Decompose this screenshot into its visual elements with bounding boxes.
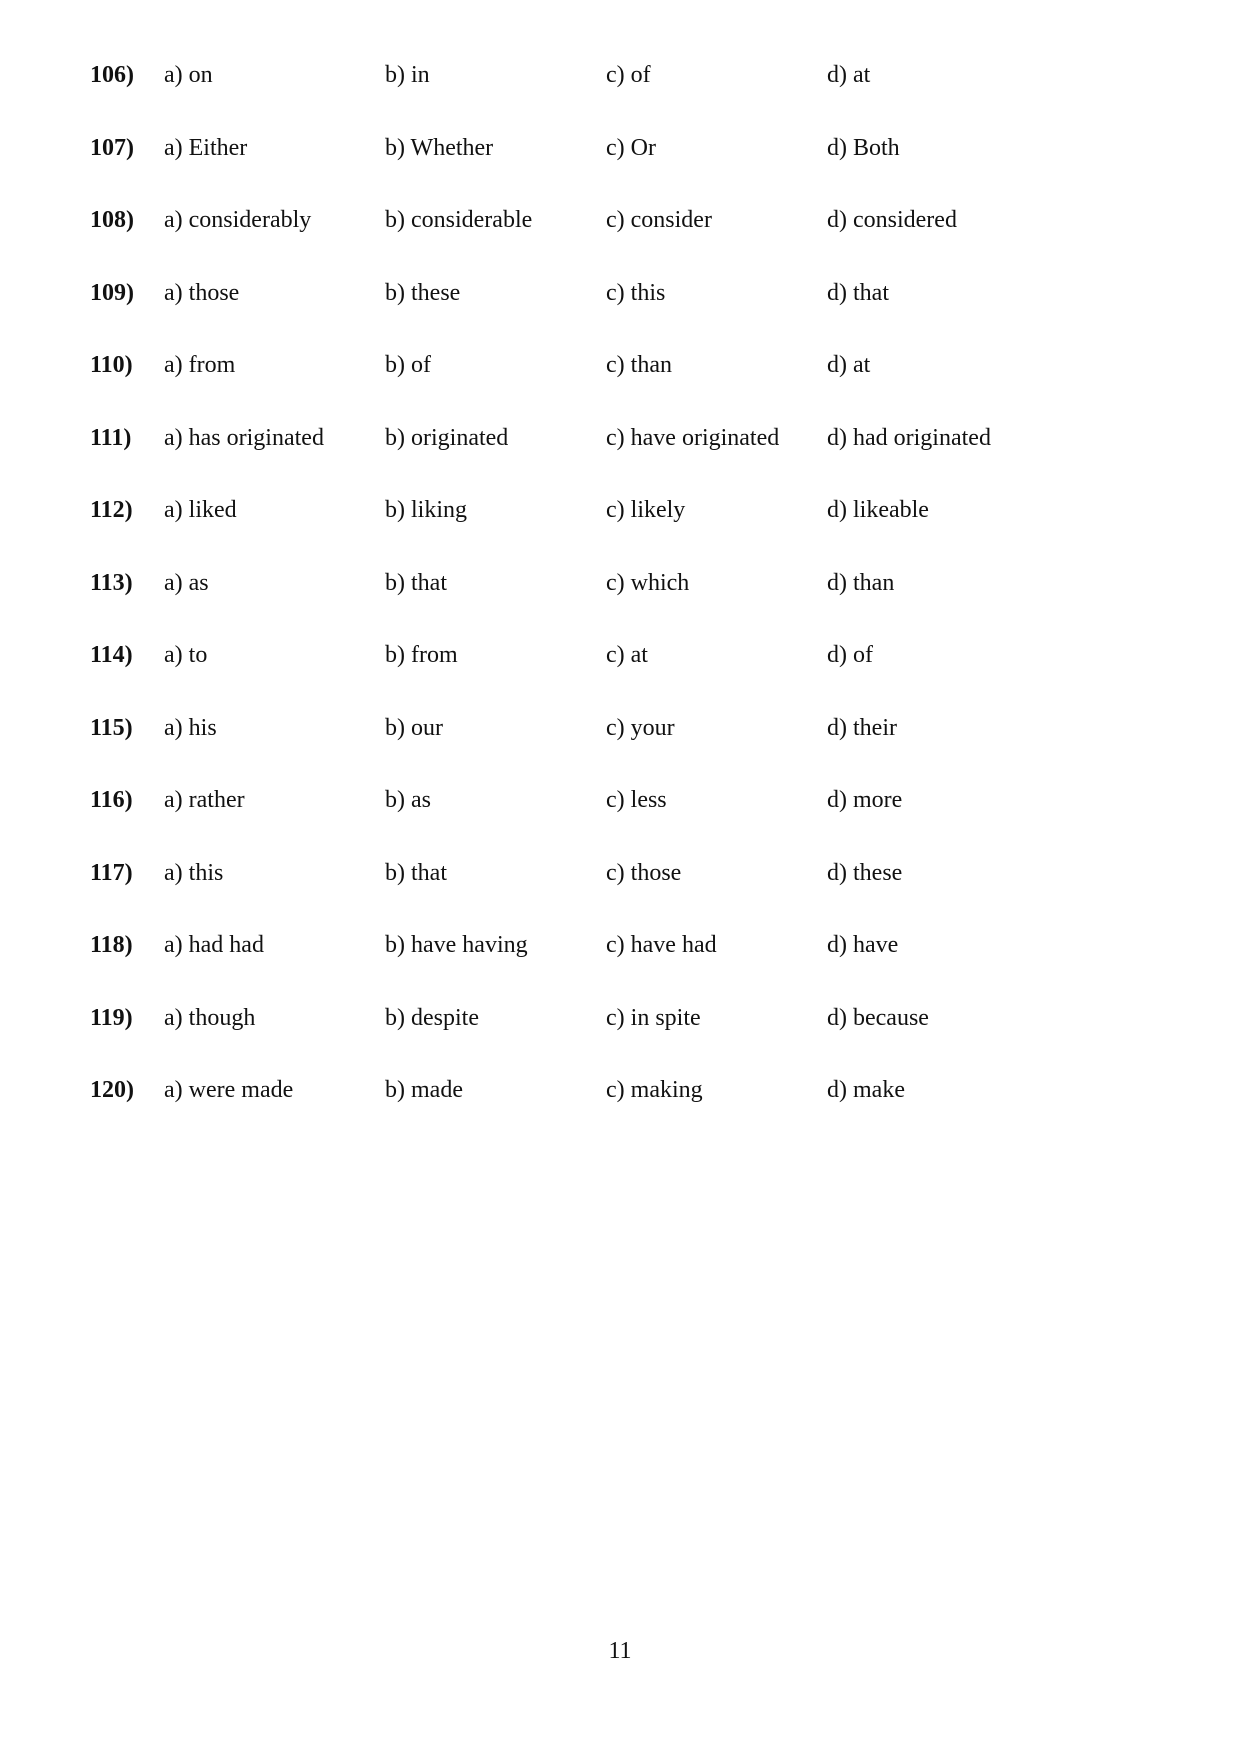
question-row <box>90 999 1150 1072</box>
question-row <box>90 564 1150 637</box>
option-a: a) this <box>164 859 224 886</box>
question-row <box>90 419 1150 492</box>
option-c: c) at <box>606 642 648 668</box>
option-b: b) that <box>385 859 447 886</box>
question-number: 111) <box>90 424 132 451</box>
option-b: b) of <box>385 352 431 378</box>
option-c: c) your <box>606 714 675 741</box>
option-a: a) to <box>164 642 208 668</box>
option-c: c) this <box>606 279 666 306</box>
option-b: b) considerable <box>385 207 533 233</box>
question-number: 110) <box>90 352 133 378</box>
question-row <box>90 129 1150 202</box>
option-b: b) originated <box>385 424 509 451</box>
question-row <box>90 781 1150 854</box>
option-b: b) as <box>385 787 431 813</box>
option-a: a) has originated <box>164 424 324 451</box>
question-number: 120) <box>90 1077 134 1103</box>
option-d: d) of <box>827 642 873 668</box>
option-a: a) from <box>164 352 236 378</box>
option-d: d) make <box>827 1077 905 1103</box>
option-a: a) as <box>164 569 209 596</box>
question-number: 114) <box>90 642 133 668</box>
question-row <box>90 854 1150 927</box>
question-number: 112) <box>90 497 133 523</box>
question-row <box>90 346 1150 419</box>
option-b: b) our <box>385 714 443 741</box>
option-a: a) those <box>164 279 240 306</box>
option-d: d) have <box>827 932 899 958</box>
question-number: 115) <box>90 714 133 741</box>
option-a: a) though <box>164 1004 256 1031</box>
option-d: d) these <box>827 859 903 886</box>
question-row <box>90 636 1150 709</box>
option-c: c) those <box>606 859 682 886</box>
option-c: c) Or <box>606 134 656 161</box>
option-d: d) likeable <box>827 497 929 523</box>
option-d: d) more <box>827 787 903 813</box>
question-row <box>90 1071 1150 1144</box>
option-b: b) liking <box>385 497 467 523</box>
option-d: d) had originated <box>827 424 991 451</box>
question-number: 117) <box>90 859 133 886</box>
question-number: 108) <box>90 207 134 233</box>
option-b: b) Whether <box>385 134 494 161</box>
question-row <box>90 926 1150 999</box>
option-a: a) rather <box>164 787 245 813</box>
option-c: c) have originated <box>606 424 780 451</box>
question-list <box>90 56 1150 1144</box>
question-row <box>90 709 1150 782</box>
option-b: b) from <box>385 642 458 668</box>
question-number: 106) <box>90 62 134 88</box>
option-d: d) considered <box>827 207 957 233</box>
question-row <box>90 491 1150 564</box>
option-b: b) despite <box>385 1004 479 1031</box>
option-c: c) than <box>606 352 672 378</box>
option-c: c) which <box>606 569 690 596</box>
option-b: b) made <box>385 1077 463 1103</box>
option-a: a) had had <box>164 932 264 958</box>
option-a: a) on <box>164 62 213 88</box>
option-c: c) of <box>606 62 651 88</box>
question-row <box>90 201 1150 274</box>
option-b: b) in <box>385 62 430 88</box>
option-a: a) his <box>164 714 217 741</box>
option-a: a) considerably <box>164 207 312 233</box>
option-c: c) making <box>606 1077 703 1103</box>
question-number: 113) <box>90 569 133 596</box>
option-d: d) at <box>827 62 871 88</box>
question-number: 116) <box>90 787 133 813</box>
question-number: 118) <box>90 932 133 958</box>
option-a: a) liked <box>164 497 237 523</box>
option-d: d) at <box>827 352 871 378</box>
option-c: c) have had <box>606 932 717 958</box>
question-number: 119) <box>90 1004 133 1031</box>
option-b: b) these <box>385 279 461 306</box>
option-d: d) than <box>827 569 895 596</box>
option-a: a) Either <box>164 134 248 161</box>
option-b: b) have having <box>385 932 528 958</box>
option-c: c) likely <box>606 497 686 523</box>
option-a: a) were made <box>164 1077 294 1103</box>
option-c: c) in spite <box>606 1004 701 1031</box>
question-number: 107) <box>90 134 134 161</box>
option-d: d) because <box>827 1004 929 1031</box>
question-row <box>90 56 1150 129</box>
option-c: c) less <box>606 787 667 813</box>
option-d: d) their <box>827 714 897 741</box>
option-b: b) that <box>385 569 447 596</box>
option-c: c) consider <box>606 207 712 233</box>
option-d: d) Both <box>827 134 900 161</box>
question-row <box>90 274 1150 347</box>
option-d: d) that <box>827 279 889 306</box>
question-number: 109) <box>90 279 134 306</box>
page-number: 11 <box>608 1638 632 1664</box>
